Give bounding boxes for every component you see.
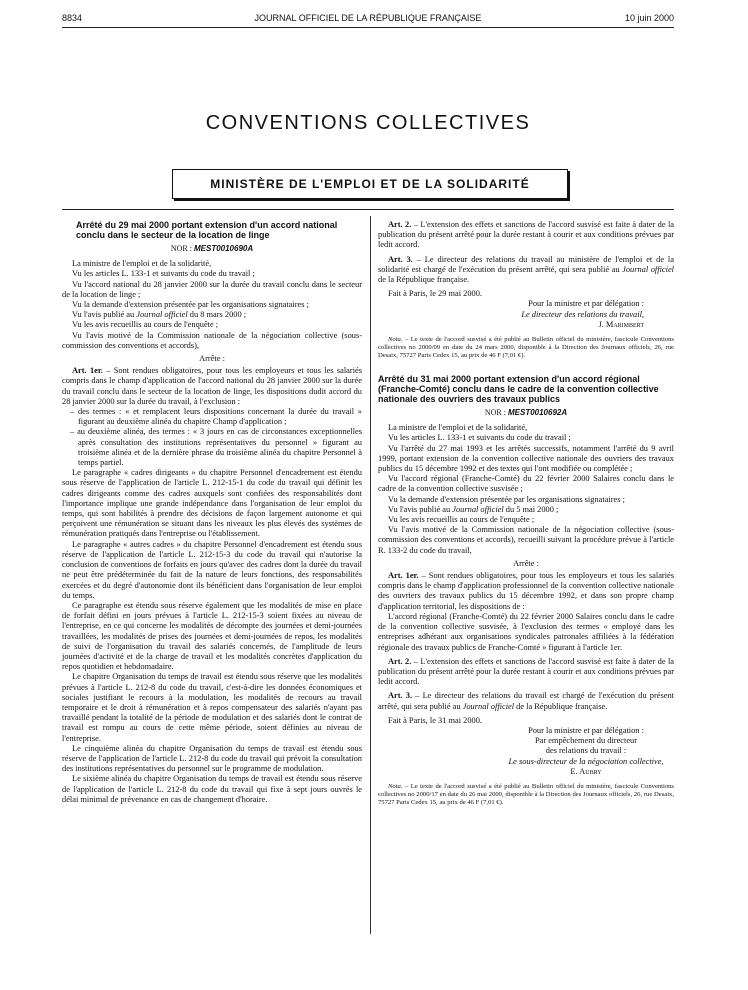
article-text: – Sont rendues obligatoires, pour tous les employeurs et tous les salariés compris dans le champ d'application de l'accord national du 28 janvier 2000 sur la durée du travail conclu dans le secteur de la location de linge, les dispositions dudit accord du 28 janvier 2000 sur la durée du travail, à l'exclusion : — [62, 366, 362, 406]
signature-role-text: Le directeur des relations du travail, — [521, 309, 644, 319]
article-label: Art. 2. — [388, 220, 412, 229]
article-text: – L'extension des effets et sanctions de l'accord susvisé est faite à dater de la publication du présent arrêté pour la durée restant à courir et aux conditions prévues par ledit accord. — [378, 656, 674, 687]
list-item: – au deuxième alinéa, des termes : « 3 jours en cas de circonstances exceptionnelles après consultation des institutions représentatives du personnel » figurant au troisième alinéa et de la dernière phrase du troisième alinéa du chapitre Personnel à temps partiel. — [78, 427, 362, 468]
text-run: de la République française. — [514, 701, 608, 711]
text-run: Vu l'avis publié au — [388, 504, 453, 514]
ministry-name: MINISTÈRE DE L'EMPLOI ET DE LA SOLIDARITÉ — [210, 177, 530, 191]
paragraph: Le chapitre Organisation du temps de travail est étendu sous réserve que les modalités prévues à l'article L. 212-8 du code du travail, c'est-à-dire les données économiques et sociales justifiant le recours à la modulation, les modalités de recours au travail temporaire et le droit à rémunération et à repos compensateur des salariés n'ayant pas travaillé pendant la totalité de la période de modulation et des salariés dont le contrat de travail est rompu au cours de cette même période, soient définies au niveau de l'entreprise. — [62, 672, 362, 743]
nota-2 — [378, 783, 674, 807]
ministry-heading — [172, 169, 568, 199]
text-run: – Le directeur des relations du travail au ministère de l'emploi et de la solidarité est chargé de l'exécution du présent arrêté, qui sera publié au — [378, 254, 674, 274]
nor-reference-2 — [378, 408, 674, 418]
signature-role-text: Le sous-directeur de la négociation collective, — [508, 756, 664, 766]
article-label: Art. 1er. — [72, 366, 103, 376]
text-run: de la République française. — [378, 275, 470, 285]
nor-reference-1 — [62, 244, 362, 254]
header-rule — [62, 27, 674, 28]
signature-line: Par empêchement du directeur — [534, 736, 638, 746]
paragraph: Vu l'arrêté du 27 mai 1993 et les arrêtés successifs, notamment l'arrêté du 9 avril 1999, portant extension de la convention collective nationale des ouvriers des travaux publics du 15 décembre 1992 et des textes qui l'ont modifiée ou complétée ; — [378, 443, 674, 474]
paragraph: Vu l'accord national du 28 janvier 2000 sur la durée du travail conclu dans le secteur de la location de linge ; — [62, 279, 362, 299]
paragraph: Vu la demande d'extension présentée par les organisations signataires ; — [72, 300, 309, 310]
list-item: – des termes : « et remplacent leurs dispositions concernant la durée du travail » figurant au deuxième alinéa du chapitre Champ d'application ; — [78, 407, 362, 427]
paragraph: Vu l'accord régional (Franche-Comté) du 22 février 2000 Salaires conclu dans le cadre de la convention collective susvisée ; — [378, 474, 674, 494]
paragraph: La ministre de l'emploi et de la solidarité, — [388, 423, 528, 433]
paragraph: Vu les articles L. 133-1 et suivants du code du travail ; — [388, 433, 571, 443]
signed-at: Fait à Paris, le 31 mai 2000. — [388, 715, 482, 725]
right-column — [378, 220, 674, 807]
paragraph — [378, 505, 674, 515]
left-column — [62, 220, 362, 805]
article-3 — [378, 691, 674, 711]
paragraph: Le cinquième alinéa du chapitre Organisation du temps de travail est étendu sous réserve de l'application de l'article L. 212-8 du code du travail qui prévoit la consultation des institutions représentatives du personnel sur le programme de modulation. — [62, 743, 362, 774]
nota-label: Nota. — [388, 336, 403, 344]
nota-text: – Le texte de l'accord susvisé a été publié au Bulletin officiel du ministère, fascicule Conventions collectives no 2000/09 en date du 24 mars 2000, disponible à la Direction des Journaux officiels, 26, rue Desaix, 75727 Paris Cedex 15, au prix de 46 F (7,01 €). — [378, 336, 674, 360]
paragraph: Ce paragraphe est étendu sous réserve également que les modalités de mise en place de forfait défini en jours prévues à l'article L. 212-15-3 soient fixées au niveau de l'entreprise, en ce qui concerne les modalités de décompte des journées et demi-journées travaillées, les modalités de prises des journées et demi-journées de repos, les modalités de suivi de l'organisation du travail des salariés concernés, de l'amplitude de leurs journées d'activité et de la charge de travail et les modalités concrètes d'application du repos quotidien et hebdomadaire. — [62, 600, 362, 672]
page-number: 8834 — [62, 13, 83, 23]
nota-text: – Le texte de l'accord susvisé a été publié au Bulletin officiel du ministère, fascicule Conventions collectives no 2000/17 en date du 26 mai 2000, disponible à la Direction des Journaux officiels, 26, rue Desaix, 75727 Paris Cedex 15, au prix de 46 F (7,01 €). — [378, 782, 674, 806]
article-label: Art. 2. — [388, 656, 412, 666]
column-divider — [370, 216, 371, 934]
signature-line: Pour la ministre et par délégation : — [528, 299, 644, 309]
text-run: du 8 mars 2000 ; — [187, 310, 247, 320]
journal-ref: Journal officiel — [136, 310, 188, 320]
paragraph: Vu la demande d'extension présentée par les organisations signataires ; — [388, 494, 625, 504]
article-label: Art. 1er. — [388, 571, 419, 581]
paragraph: Le paragraphe « cadres dirigeants » du chapitre Personnel d'encadrement est étendu sous réserve de l'application de l'article L. 212-15-1 du code du travail qui définit les cadres dirigeants comme des cadres auxquels sont confiées des responsabilités dont l'importance implique une grande indépendance dans l'organisation de leur emploi du temps, qui sont habilités à prendre des décisions de façon largement autonome et qui perçoivent une rémunération se situant dans les niveaux les plus élevés des systèmes de rémunération pratiqués dans l'entreprise ou l'établissement. — [62, 468, 362, 539]
issue-date: 10 juin 2000 — [624, 13, 674, 23]
section-title: CONVENTIONS COLLECTIVES — [205, 112, 531, 134]
text-run: – Le directeur des relations du travail est chargé de l'exécution du présent arrêté, qui sera publié au — [378, 691, 674, 711]
exclusion-list — [62, 407, 362, 468]
signature-role — [378, 757, 674, 767]
paragraph: La ministre de l'emploi et de la solidarité, — [72, 259, 212, 269]
text-run: du 5 mai 2000 ; — [503, 504, 559, 514]
nor-label: NOR : — [484, 408, 506, 418]
paragraph: Le paragraphe « autres cadres » du chapitre Personnel d'encadrement est étendu sous réserve de l'application de l'article L. 212-15-3 du code du travail qui n'autorise la conclusion de conventions de forfaits en jours qu'avec des cadres dont la durée du travail ne peut être prédéterminée du fait de la nature de leurs fonctions, des responsabilités exercées et du degré d'autonomie dont ils bénéficient dans l'organisation de leur emploi du temps. — [62, 539, 362, 600]
nor-code: MEST0010690A — [193, 244, 254, 253]
article-3 — [378, 255, 674, 286]
signature-role — [378, 310, 674, 320]
arrete-heading: Arrête : — [513, 558, 539, 568]
signature-name: J. Marimbert — [598, 319, 644, 329]
paragraph: Vu l'avis motivé de la Commission nationale de la négociation collective (sous-commission des conventions et accords), — [62, 330, 362, 350]
paragraph: Vu l'avis motivé de la Commission nationale de la négociation collective (sous-commission des conventions et accords), recueilli suivant la procédure prévue à l'article R. 133-2 du code du travail, — [378, 525, 674, 555]
journal-title: JOURNAL OFFICIEL DE LA RÉPUBLIQUE FRANÇAISE — [254, 13, 482, 23]
signature-name: E. Aubry — [570, 766, 602, 776]
journal-ref: Journal officiel — [622, 264, 674, 274]
article-1 — [378, 571, 674, 612]
signature-line: Pour la ministre et par délégation : — [528, 725, 644, 735]
paragraph — [62, 310, 362, 320]
paragraph: Vu les articles L. 133-1 et suivants du code du travail ; — [72, 269, 255, 279]
nota-1 — [378, 336, 674, 360]
paragraph: Vu les avis recueillis au cours de l'enquête ; — [388, 515, 535, 525]
nota-label: Nota. — [388, 782, 403, 790]
article-label: Art. 3. — [388, 691, 413, 701]
page-header — [62, 13, 674, 27]
text-run: Vu l'avis publié au — [72, 310, 137, 320]
section-rule — [62, 209, 674, 210]
arrete-heading: Arrête : — [199, 354, 225, 364]
paragraph: Vu les avis recueillis au cours de l'enquête ; — [72, 320, 219, 330]
paragraph: L'accord régional (Franche-Comté) du 22 février 2000 Salaires conclu dans le cadre de la convention collective susvisée, à l'exclusion des termes « employé dans les entreprises adhérant aux organisations syndicales patronales affiliées à la fédération régionale des travaux publics de Franche-Comté » figurant à l'article 1er. — [378, 611, 674, 652]
article-label: Art. 3. — [388, 254, 413, 264]
journal-ref: Journal officiel — [452, 504, 504, 514]
article-1 — [62, 366, 362, 407]
paragraph: Le sixième alinéa du chapitre Organisation du temps de travail est étendu sous réserve de l'application de l'article L. 212-8 du code du travail qui fixe à sept jours ouvrés le délai minimal de prévenance en cas de changement d'horaire. — [62, 774, 362, 804]
signed-at: Fait à Paris, le 29 mai 2000. — [388, 289, 482, 299]
arrete-title-2: Arrêté du 31 mai 2000 portant extension d'un accord régional (Franche-Comté) conclu dans le cadre de la convention collective nationale des ouvriers des travaux publics — [378, 374, 659, 405]
article-2 — [378, 657, 674, 688]
arrete-title-1: Arrêté du 29 mai 2000 portant extension d'un accord national conclu dans le secteur de la location de linge — [76, 220, 338, 240]
nor-label: NOR : — [170, 244, 192, 253]
article-text: – L'extension des effets et sanctions de l'accord susvisé est faite à dater de la publication du présent arrêté pour la durée restant à courir et aux conditions prévues par ledit accord. — [378, 220, 674, 250]
nor-code: MEST0010692A — [507, 408, 568, 418]
article-2 — [378, 220, 674, 251]
signature-line: des relations du travail : — [545, 746, 627, 756]
article-text: – Sont rendues obligatoires, pour tous les employeurs et tous les salariés compris dans le champ d'application professionnel de la convention collective nationale des ouvriers des travaux publics du 15 décembre 1992, et dans son propre champ d'application territorial, les dispositions de : — [378, 571, 675, 611]
journal-ref: Journal officiel — [462, 701, 515, 711]
